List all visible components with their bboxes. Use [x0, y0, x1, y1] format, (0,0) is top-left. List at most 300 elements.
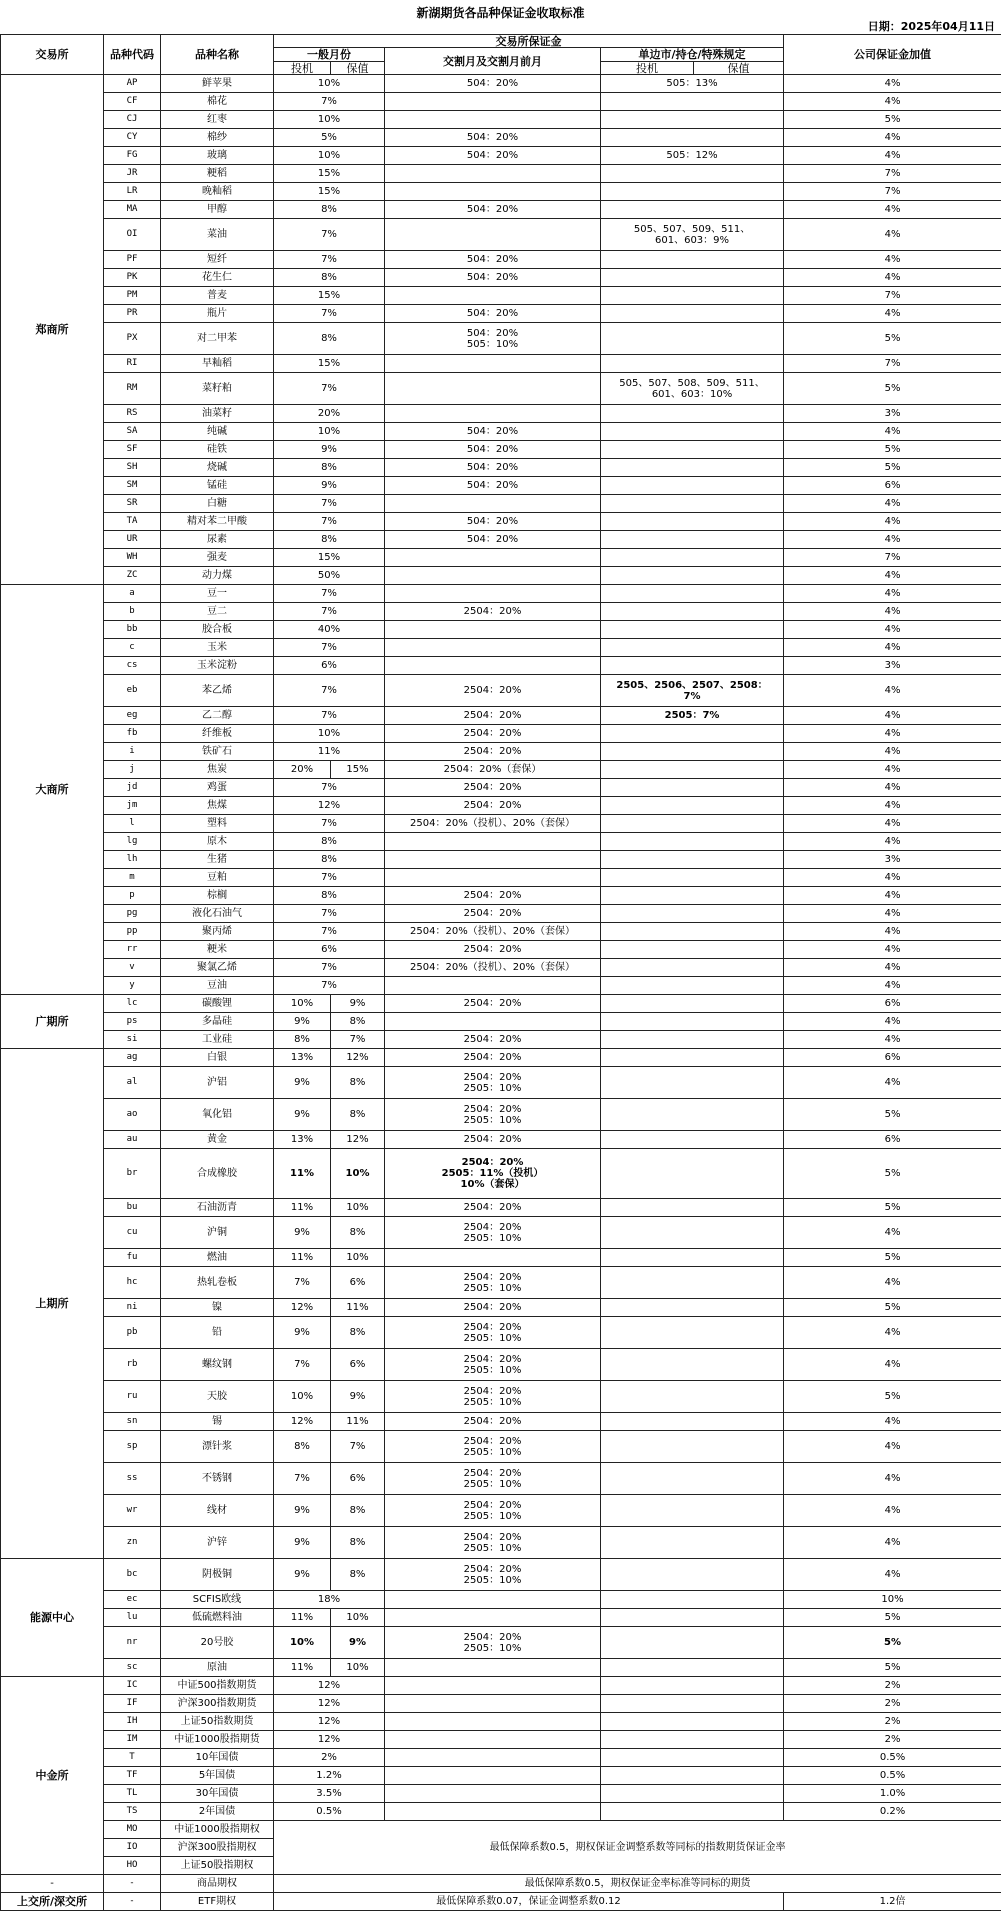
- name-cell: 红枣: [161, 111, 274, 129]
- delivery-cell: [385, 1249, 601, 1267]
- name-cell: 棉纱: [161, 129, 274, 147]
- special-cell: [601, 743, 784, 761]
- special-cell: [601, 251, 784, 269]
- delivery-cell: [385, 1591, 601, 1609]
- company-add-cell: 5%: [784, 1299, 1001, 1317]
- code-cell: IM: [104, 1731, 161, 1749]
- company-add-cell: 4%: [784, 675, 1001, 707]
- table-row: [1, 323, 1001, 355]
- spec-cell: 9%: [274, 1495, 331, 1527]
- name-cell: 玉米: [161, 639, 274, 657]
- company-add-cell: 3%: [784, 851, 1001, 869]
- delivery-cell: [385, 373, 601, 405]
- delivery-cell: 2504：20% 2505：10%: [385, 1559, 601, 1591]
- code-cell: UR: [104, 531, 161, 549]
- name-cell: 5年国债: [161, 1767, 274, 1785]
- header-code: 品种代码: [104, 35, 161, 75]
- delivery-cell: 2504：20%（投机）、20%（套保）: [385, 815, 601, 833]
- special-cell: [601, 725, 784, 743]
- delivery-cell: [385, 1803, 601, 1821]
- special-cell: [601, 183, 784, 201]
- delivery-cell: 504：20%: [385, 477, 601, 495]
- special-cell: [601, 1609, 784, 1627]
- special-cell: 505：12%: [601, 147, 784, 165]
- special-cell: [601, 567, 784, 585]
- header-hedge: 保值: [331, 62, 385, 75]
- table-row: [1, 93, 1001, 111]
- delivery-cell: [385, 1713, 601, 1731]
- table-row: [1, 761, 1001, 779]
- table-row: [1, 1249, 1001, 1267]
- spec-cell: 12%: [274, 1299, 331, 1317]
- table-row: [1, 1821, 1001, 1839]
- delivery-cell: 2504：20%: [385, 797, 601, 815]
- special-cell: [601, 1349, 784, 1381]
- delivery-cell: [385, 1785, 601, 1803]
- table-row: [1, 1695, 1001, 1713]
- code-cell: ni: [104, 1299, 161, 1317]
- special-cell: [601, 305, 784, 323]
- table-row: [1, 75, 1001, 93]
- delivery-cell: 504：20%: [385, 269, 601, 287]
- code-cell: PF: [104, 251, 161, 269]
- table-row: [1, 1731, 1001, 1749]
- special-cell: [601, 269, 784, 287]
- code-cell: p: [104, 887, 161, 905]
- margin-table: [0, 34, 1001, 1911]
- delivery-cell: [385, 657, 601, 675]
- table-row: [1, 1217, 1001, 1249]
- name-cell: 上证50股指期权: [161, 1857, 274, 1875]
- code-cell: bc: [104, 1559, 161, 1591]
- spec-cell: 12%: [274, 1695, 385, 1713]
- spec-cell: 3.5%: [274, 1785, 385, 1803]
- company-add-cell: 2%: [784, 1713, 1001, 1731]
- delivery-cell: [385, 1609, 601, 1627]
- name-cell: 甲醇: [161, 201, 274, 219]
- name-cell: 豆一: [161, 585, 274, 603]
- code-cell: ec: [104, 1591, 161, 1609]
- company-add-cell: 10%: [784, 1591, 1001, 1609]
- header-special-hedge: 保值: [694, 62, 784, 75]
- special-cell: [601, 165, 784, 183]
- delivery-cell: 504：20%: [385, 459, 601, 477]
- code-cell: LR: [104, 183, 161, 201]
- delivery-cell: 2504：20% 2505：10%: [385, 1217, 601, 1249]
- delivery-cell: [385, 1731, 601, 1749]
- company-add-cell: 4%: [784, 201, 1001, 219]
- name-cell: 强麦: [161, 549, 274, 567]
- code-cell: hc: [104, 1267, 161, 1299]
- code-cell: SH: [104, 459, 161, 477]
- code-cell: cu: [104, 1217, 161, 1249]
- spec-cell: 10%: [274, 995, 331, 1013]
- delivery-cell: 2504：20% 2505：10%: [385, 1317, 601, 1349]
- code-cell: ss: [104, 1463, 161, 1495]
- special-cell: [601, 1099, 784, 1131]
- special-cell: [601, 995, 784, 1013]
- company-add-cell: 4%: [784, 93, 1001, 111]
- code-cell: j: [104, 761, 161, 779]
- hedge-cell: 8%: [331, 1217, 385, 1249]
- code-cell: lh: [104, 851, 161, 869]
- code-cell: bb: [104, 621, 161, 639]
- table-row: [1, 355, 1001, 373]
- company-add-cell: 5%: [784, 323, 1001, 355]
- table-row: [1, 1527, 1001, 1559]
- company-add-cell: 5%: [784, 1149, 1001, 1199]
- header-name: 品种名称: [161, 35, 274, 75]
- name-cell: 普麦: [161, 287, 274, 305]
- table-row: [1, 1267, 1001, 1299]
- company-add-cell: 5%: [784, 1249, 1001, 1267]
- company-add-cell: 7%: [784, 183, 1001, 201]
- delivery-cell: [385, 165, 601, 183]
- exchange-cell: 广期所: [1, 995, 104, 1049]
- spec-cell: 8%: [274, 851, 385, 869]
- exchange-cell: -: [1, 1875, 104, 1893]
- special-cell: 505：13%: [601, 75, 784, 93]
- name-cell: 液化石油气: [161, 905, 274, 923]
- table-row: [1, 657, 1001, 675]
- name-cell: 沪深300股指期权: [161, 1839, 274, 1857]
- code-cell: al: [104, 1067, 161, 1099]
- name-cell: 油菜籽: [161, 405, 274, 423]
- company-add-cell: 4%: [784, 423, 1001, 441]
- name-cell: 上证50指数期货: [161, 1713, 274, 1731]
- code-cell: rb: [104, 1349, 161, 1381]
- delivery-cell: [385, 977, 601, 995]
- company-add-cell: 4%: [784, 1067, 1001, 1099]
- company-add-cell: 4%: [784, 1013, 1001, 1031]
- special-cell: [601, 1463, 784, 1495]
- spec-cell: 8%: [274, 323, 385, 355]
- spec-cell: 7%: [274, 1267, 331, 1299]
- table-row: [1, 1049, 1001, 1067]
- special-cell: [601, 779, 784, 797]
- code-cell: jd: [104, 779, 161, 797]
- name-cell: 动力煤: [161, 567, 274, 585]
- date-label: 日期：2025年04月11日: [0, 22, 1001, 32]
- spec-cell: 7%: [274, 495, 385, 513]
- code-cell: ru: [104, 1381, 161, 1413]
- spec-cell: 7%: [274, 959, 385, 977]
- code-cell: HO: [104, 1857, 161, 1875]
- company-add-cell: 5%: [784, 1609, 1001, 1627]
- special-cell: [601, 477, 784, 495]
- code-cell: sn: [104, 1413, 161, 1431]
- code-cell: b: [104, 603, 161, 621]
- table-row: [1, 585, 1001, 603]
- header-exchange: 交易所: [1, 35, 104, 75]
- table-row: [1, 905, 1001, 923]
- code-cell: ao: [104, 1099, 161, 1131]
- name-cell: 胶合板: [161, 621, 274, 639]
- code-cell: lg: [104, 833, 161, 851]
- code-cell: v: [104, 959, 161, 977]
- code-cell: IC: [104, 1677, 161, 1695]
- name-cell: 精对苯二甲酸: [161, 513, 274, 531]
- spec-cell: 12%: [274, 1731, 385, 1749]
- name-cell: 白糖: [161, 495, 274, 513]
- name-cell: 玻璃: [161, 147, 274, 165]
- name-cell: 纤维板: [161, 725, 274, 743]
- company-add-cell: 7%: [784, 549, 1001, 567]
- spec-cell: 8%: [274, 833, 385, 851]
- table-row: [1, 1627, 1001, 1659]
- name-cell: 生猪: [161, 851, 274, 869]
- code-cell: y: [104, 977, 161, 995]
- company-add-cell: 5%: [784, 1627, 1001, 1659]
- spec-cell: 10%: [274, 725, 385, 743]
- header-delivery: 交割月及交割月前月: [385, 48, 601, 75]
- name-cell: 漂针浆: [161, 1431, 274, 1463]
- name-cell: 黄金: [161, 1131, 274, 1149]
- name-cell: 铁矿石: [161, 743, 274, 761]
- delivery-cell: 2504：20%: [385, 675, 601, 707]
- code-cell: WH: [104, 549, 161, 567]
- code-cell: jm: [104, 797, 161, 815]
- code-cell: lc: [104, 995, 161, 1013]
- spec-cell: 8%: [274, 1031, 331, 1049]
- delivery-cell: 2504：20%: [385, 725, 601, 743]
- special-cell: [601, 621, 784, 639]
- company-add-cell: 7%: [784, 165, 1001, 183]
- hedge-cell: 8%: [331, 1559, 385, 1591]
- spec-cell: 9%: [274, 1013, 331, 1031]
- company-add-cell: 4%: [784, 219, 1001, 251]
- name-cell: 沪铝: [161, 1067, 274, 1099]
- company-add-cell: 4%: [784, 1495, 1001, 1527]
- delivery-cell: [385, 833, 601, 851]
- table-row: [1, 183, 1001, 201]
- spec-cell: 20%: [274, 761, 331, 779]
- company-add-cell: 6%: [784, 1131, 1001, 1149]
- company-add-cell: 4%: [784, 513, 1001, 531]
- code-cell: SR: [104, 495, 161, 513]
- hedge-cell: 8%: [331, 1013, 385, 1031]
- name-cell: 玉米淀粉: [161, 657, 274, 675]
- spec-cell: 7%: [274, 373, 385, 405]
- spec-cell: 7%: [274, 977, 385, 995]
- hedge-cell: 11%: [331, 1413, 385, 1431]
- spec-cell: 7%: [274, 305, 385, 323]
- special-cell: [601, 603, 784, 621]
- name-cell: 沪锌: [161, 1527, 274, 1559]
- special-cell: [601, 1749, 784, 1767]
- spec-cell: 0.5%: [274, 1803, 385, 1821]
- code-cell: i: [104, 743, 161, 761]
- table-row: [1, 833, 1001, 851]
- options-note-cell: 最低保障系数0.5，期权保证金调整系数等同标的指数期货保证金率: [274, 1821, 1001, 1875]
- code-cell: ag: [104, 1049, 161, 1067]
- name-cell: 菜籽粕: [161, 373, 274, 405]
- company-add-cell: 1.2倍: [784, 1893, 1001, 1911]
- name-cell: 沪铜: [161, 1217, 274, 1249]
- name-cell: SCFIS欧线: [161, 1591, 274, 1609]
- name-cell: 锰硅: [161, 477, 274, 495]
- name-cell: 早籼稻: [161, 355, 274, 373]
- delivery-cell: [385, 567, 601, 585]
- delivery-cell: 2504：20%（投机）、20%（套保）: [385, 959, 601, 977]
- special-cell: [601, 585, 784, 603]
- delivery-cell: 504：20%: [385, 251, 601, 269]
- delivery-cell: 2504：20%: [385, 887, 601, 905]
- hedge-cell: 6%: [331, 1349, 385, 1381]
- code-cell: FG: [104, 147, 161, 165]
- spec-cell: 9%: [274, 477, 385, 495]
- spec-cell: 7%: [274, 251, 385, 269]
- spec-cell: 7%: [274, 585, 385, 603]
- name-cell: 锡: [161, 1413, 274, 1431]
- delivery-cell: 2504：20% 2505：11%（投机） 10%（套保）: [385, 1149, 601, 1199]
- code-cell: PX: [104, 323, 161, 355]
- table-row: [1, 1013, 1001, 1031]
- company-add-cell: 4%: [784, 1413, 1001, 1431]
- spec-cell: 11%: [274, 1249, 331, 1267]
- company-add-cell: 4%: [784, 743, 1001, 761]
- code-cell: JR: [104, 165, 161, 183]
- table-row: [1, 549, 1001, 567]
- spec-cell: 10%: [274, 1381, 331, 1413]
- delivery-cell: [385, 1013, 601, 1031]
- table-row: [1, 1463, 1001, 1495]
- company-add-cell: 2%: [784, 1731, 1001, 1749]
- special-cell: [601, 887, 784, 905]
- spec-cell: 11%: [274, 743, 385, 761]
- code-cell: au: [104, 1131, 161, 1149]
- name-cell: 燃油: [161, 1249, 274, 1267]
- table-row: [1, 219, 1001, 251]
- table-row: [1, 305, 1001, 323]
- special-cell: [601, 201, 784, 219]
- hedge-cell: 12%: [331, 1131, 385, 1149]
- spec-cell: 8%: [274, 1431, 331, 1463]
- delivery-cell: 2504：20%: [385, 1131, 601, 1149]
- code-cell: fb: [104, 725, 161, 743]
- hedge-cell: 12%: [331, 1049, 385, 1067]
- spec-cell: 13%: [274, 1131, 331, 1149]
- spec-cell: 15%: [274, 287, 385, 305]
- company-add-cell: 4%: [784, 1349, 1001, 1381]
- spec-cell: 8%: [274, 531, 385, 549]
- special-cell: [601, 657, 784, 675]
- table-row: [1, 851, 1001, 869]
- table-row: [1, 797, 1001, 815]
- special-cell: [601, 977, 784, 995]
- table-row: [1, 147, 1001, 165]
- delivery-cell: 2504：20%: [385, 1049, 601, 1067]
- code-cell: SF: [104, 441, 161, 459]
- table-row: [1, 405, 1001, 423]
- code-cell: sc: [104, 1659, 161, 1677]
- company-add-cell: 4%: [784, 1463, 1001, 1495]
- name-cell: 碳酸锂: [161, 995, 274, 1013]
- company-add-cell: 6%: [784, 477, 1001, 495]
- special-cell: [601, 761, 784, 779]
- exchange-cell: 郑商所: [1, 75, 104, 585]
- delivery-cell: [385, 639, 601, 657]
- delivery-cell: 2504：20%: [385, 743, 601, 761]
- company-add-cell: 4%: [784, 1317, 1001, 1349]
- name-cell: 乙二醇: [161, 707, 274, 725]
- code-cell: MA: [104, 201, 161, 219]
- table-row: [1, 995, 1001, 1013]
- name-cell: 纯碱: [161, 423, 274, 441]
- name-cell: 白银: [161, 1049, 274, 1067]
- code-cell: RS: [104, 405, 161, 423]
- spec-cell: 6%: [274, 657, 385, 675]
- table-row: [1, 1893, 1001, 1911]
- hedge-cell: 11%: [331, 1299, 385, 1317]
- company-add-cell: 4%: [784, 977, 1001, 995]
- delivery-cell: 2504：20%: [385, 905, 601, 923]
- company-add-cell: 1.0%: [784, 1785, 1001, 1803]
- name-cell: 低硫燃料油: [161, 1609, 274, 1627]
- spec-cell: 8%: [274, 269, 385, 287]
- special-cell: [601, 1031, 784, 1049]
- special-cell: [601, 1627, 784, 1659]
- table-row: [1, 603, 1001, 621]
- spec-cell: 7%: [274, 93, 385, 111]
- name-cell: 对二甲苯: [161, 323, 274, 355]
- delivery-cell: [385, 549, 601, 567]
- delivery-cell: 2504：20%: [385, 1413, 601, 1431]
- options-note-cell: 最低保障系数0.5，期权保证金率标准等同标的期货: [274, 1875, 1001, 1893]
- company-add-cell: 4%: [784, 941, 1001, 959]
- spec-cell: 10%: [274, 75, 385, 93]
- company-add-cell: 4%: [784, 1217, 1001, 1249]
- delivery-cell: 504：20%: [385, 75, 601, 93]
- company-add-cell: 4%: [784, 779, 1001, 797]
- company-add-cell: 4%: [784, 251, 1001, 269]
- delivery-cell: 2504：20% 2505：10%: [385, 1067, 601, 1099]
- company-add-cell: 4%: [784, 833, 1001, 851]
- table-row: [1, 977, 1001, 995]
- table-body: [1, 75, 1001, 1911]
- company-add-cell: 4%: [784, 639, 1001, 657]
- delivery-cell: 2504：20% 2505：10%: [385, 1267, 601, 1299]
- code-cell: TF: [104, 1767, 161, 1785]
- company-add-cell: 4%: [784, 1267, 1001, 1299]
- delivery-cell: 504：20%: [385, 513, 601, 531]
- name-cell: 合成橡胶: [161, 1149, 274, 1199]
- spec-cell: 8%: [274, 887, 385, 905]
- name-cell: 中证1000股指期货: [161, 1731, 274, 1749]
- delivery-cell: 2504：20%: [385, 941, 601, 959]
- table-row: [1, 1149, 1001, 1199]
- name-cell: 天胶: [161, 1381, 274, 1413]
- table-row: [1, 201, 1001, 219]
- company-add-cell: 4%: [784, 1431, 1001, 1463]
- delivery-cell: 2504：20% 2505：10%: [385, 1527, 601, 1559]
- code-cell: AP: [104, 75, 161, 93]
- delivery-cell: 504：20%: [385, 441, 601, 459]
- name-cell: 螺纹钢: [161, 1349, 274, 1381]
- special-cell: [601, 1713, 784, 1731]
- special-cell: 2505、2506、2507、2508： 7%: [601, 675, 784, 707]
- delivery-cell: 2504：20% 2505：10%: [385, 1495, 601, 1527]
- company-add-cell: 2%: [784, 1695, 1001, 1713]
- table-header: [1, 35, 1001, 75]
- special-cell: [601, 513, 784, 531]
- spec-cell: 7%: [274, 923, 385, 941]
- delivery-cell: [385, 183, 601, 201]
- special-cell: 505、507、508、509、511、 601、603：10%: [601, 373, 784, 405]
- table-row: [1, 1591, 1001, 1609]
- delivery-cell: [385, 851, 601, 869]
- spec-cell: 12%: [274, 1677, 385, 1695]
